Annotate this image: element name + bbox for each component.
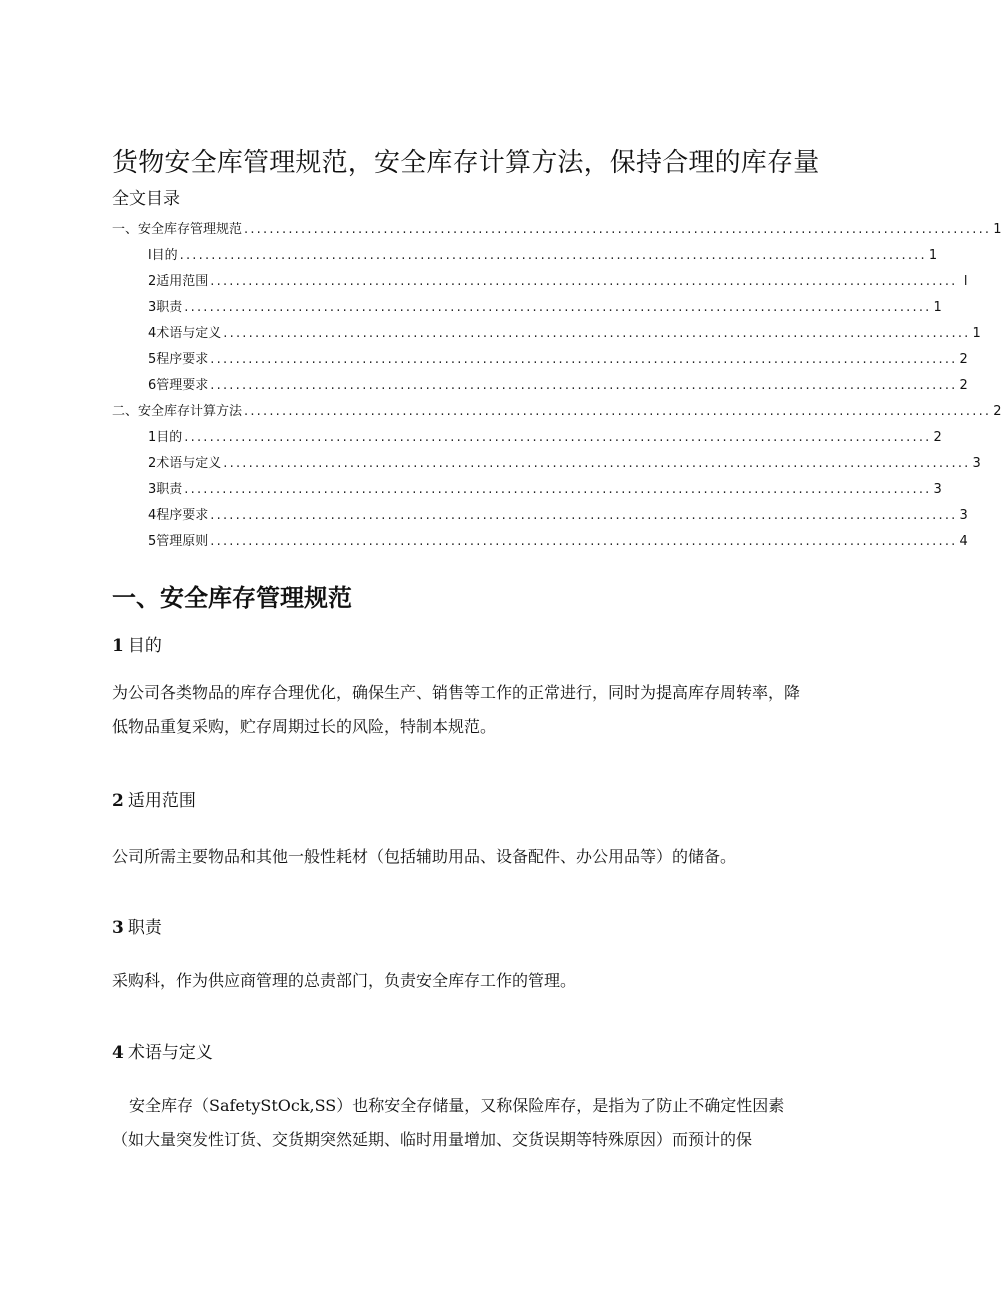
subsection-heading <box>112 634 162 658</box>
toc-entry-label: 2术语与定义 <box>148 456 222 471</box>
toc-entry-label: 5程序要求 <box>148 352 209 367</box>
paragraph-responsibility: 采购科，作为供应商管理的总责部门，负责安全库存工作的管理。 <box>112 971 577 990</box>
subsection-number: 4 <box>112 1043 124 1063</box>
toc-entry[interactable] <box>148 243 938 265</box>
toc-entry-page: 1 <box>972 326 981 341</box>
toc-entry-label: 5管理原则 <box>148 534 209 549</box>
toc-entry[interactable] <box>148 425 942 447</box>
toc-entry[interactable] <box>148 503 968 525</box>
toc-entry-label: 4术语与定义 <box>148 326 222 341</box>
toc-entry-page: 3 <box>959 508 968 523</box>
toc-entry[interactable] <box>112 399 1002 421</box>
toc-dot-leader: ...................................................................................................................... <box>184 430 932 445</box>
toc-heading: 全文目录 <box>112 189 180 209</box>
toc-entry-label: 4程序要求 <box>148 508 209 523</box>
toc-entry[interactable] <box>148 451 981 473</box>
toc-entry[interactable] <box>148 295 942 317</box>
toc-dot-leader: ...................................................................................................................... <box>244 404 992 419</box>
toc-entry[interactable] <box>148 347 968 369</box>
toc-entry-page: 3 <box>933 482 942 497</box>
toc-entry-label: 1目的 <box>148 430 183 445</box>
subsection-title: 职责 <box>127 918 162 938</box>
subsection-heading <box>112 789 196 813</box>
toc-entry-label: 二、安全库存计算方法 <box>112 404 243 419</box>
toc-entry-page: l <box>963 274 968 289</box>
toc-entry-page: 1 <box>933 300 942 315</box>
toc-dot-leader: ...................................................................................................................... <box>184 482 932 497</box>
toc-dot-leader: ...................................................................................................................... <box>184 300 932 315</box>
toc-entry-page: 2 <box>959 378 968 393</box>
toc-dot-leader: ...................................................................................................................... <box>244 222 992 237</box>
subsection-heading <box>112 916 162 940</box>
toc-entry[interactable] <box>148 529 968 551</box>
toc-entry[interactable] <box>148 477 942 499</box>
toc-entry[interactable] <box>148 269 968 291</box>
document-title: 货物安全库管理规范，安全库存计算方法，保持合理的库存量 <box>112 148 820 178</box>
subsection-number: 2 <box>112 791 124 811</box>
toc-entry-label: 3职责 <box>148 482 183 497</box>
subsection-heading <box>112 1041 213 1065</box>
toc-entry-label: 一、安全库存管理规范 <box>112 222 243 237</box>
paragraph-scope: 公司所需主要物品和其他一般性耗材（包括辅助用品、设备配件、办公用品等）的储备。 <box>112 847 737 866</box>
toc-dot-leader: ...................................................................................................................... <box>223 456 971 471</box>
toc-entry-page: 2 <box>993 404 1002 419</box>
toc-dot-leader: ...................................................................................................................... <box>210 534 958 549</box>
section-heading: 一、安全库存管理规范 <box>112 584 352 612</box>
toc-entry-page: 3 <box>972 456 981 471</box>
toc-dot-leader: ...................................................................................................................... <box>210 378 958 393</box>
toc-entry-page: 2 <box>959 352 968 367</box>
toc-dot-leader: ...................................................................................................................... <box>179 248 927 263</box>
toc-entry-page: 4 <box>959 534 968 549</box>
toc-entry-page: 2 <box>933 430 942 445</box>
toc-dot-leader: ...................................................................................................................... <box>223 326 971 341</box>
toc-entry-label: 2适用范围 <box>148 274 209 289</box>
toc-entry[interactable] <box>148 373 968 395</box>
subsection-number: 3 <box>112 918 124 938</box>
toc-dot-leader: ...................................................................................................................... <box>210 274 958 289</box>
subsection-title: 目的 <box>127 636 162 656</box>
toc-entry-label: 3职责 <box>148 300 183 315</box>
paragraph-purpose: 为公司各类物品的库存合理优化，确保生产、销售等工作的正常进行，同时为提高库存周转率，降低物品重复采购，贮存周期过长的风险，特制本规范。 <box>112 683 801 736</box>
toc-entry[interactable] <box>148 321 981 343</box>
subsection-title: 术语与定义 <box>127 1043 213 1063</box>
toc-dot-leader: ...................................................................................................................... <box>210 352 958 367</box>
toc-dot-leader: ...................................................................................................................... <box>210 508 958 523</box>
toc-entry-page: 1 <box>993 222 1002 237</box>
toc-entry-label: 6管理要求 <box>148 378 209 393</box>
paragraph-definition: 安全库存（SafetyStOck,SS）也称安全存储量，又称保险库存，是指为了防止不确定性因素（如大量突发性订货、交货期突然延期、临时用量增加、交货误期等特殊原因）而预计的保 <box>112 1096 785 1149</box>
subsection-title: 适用范围 <box>127 791 196 811</box>
toc-entry-label: l目的 <box>148 248 178 263</box>
toc-entry-page: 1 <box>928 248 938 263</box>
subsection-number: 1 <box>112 636 124 656</box>
toc-entry[interactable] <box>112 217 1002 239</box>
